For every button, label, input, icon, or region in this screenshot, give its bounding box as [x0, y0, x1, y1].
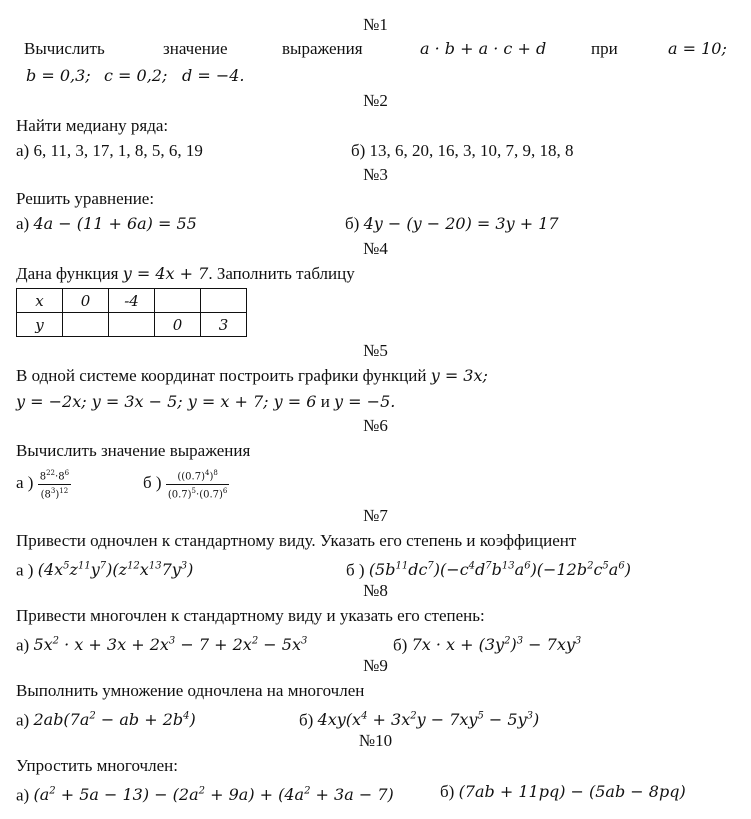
task9-b-label: б) — [299, 710, 314, 730]
table-cell — [109, 313, 155, 337]
task6-title: Вычислить значение выражения — [16, 441, 251, 460]
task1-b-value: b = 0,3; — [26, 66, 91, 85]
table-cell — [63, 313, 109, 337]
task7-b-expression: $(5b^{11}dc^7)(-c^4d^7b^{13}a^6)(-12b^2c^5a^6)$ — [368, 560, 631, 580]
task5-line-2 — [16, 391, 395, 413]
task1-word-4: при — [591, 39, 618, 58]
task5-last-function: y = −5. — [334, 392, 396, 411]
task3-part-b — [345, 213, 559, 235]
task2-part-a: а) 6, 11, 3, 17, 1, 8, 5, 6, 19 — [16, 141, 203, 160]
task4-function: y = 4x + 7 — [122, 264, 209, 283]
task8-a-label: а) — [16, 635, 30, 655]
task3-part-a — [16, 213, 197, 235]
task5-line-1 — [16, 365, 488, 387]
task8-title: Привести многочлен к стандартному виду и указать его степень: — [16, 606, 485, 625]
task6-b-label: б ) — [143, 473, 162, 492]
table-cell: 3 — [201, 313, 247, 337]
task8-b-expression: $7x \cdot x + (3y^2)^3 - 7xy^3$ — [411, 635, 582, 655]
task6-part-b — [143, 466, 229, 501]
task5-and: и — [320, 392, 330, 411]
task8-part-a — [16, 631, 307, 656]
table-cell: x — [17, 289, 63, 313]
task3-a-equation: 4a − (11 + 6a) = 55 — [33, 214, 197, 233]
task5-functions: y = −2x; y = 3x − 5; y = x + 7; y = 6 — [16, 392, 317, 411]
task7-number: №7 — [363, 506, 388, 525]
task6-a-fraction: $\frac{8^{22}\cdot 8^6}{(8^3)^{12}}$ — [39, 469, 70, 500]
table-cell — [155, 289, 201, 313]
task9-a-label: а) — [16, 710, 30, 730]
task10-a-label: а) — [16, 785, 30, 805]
task1-word-3: выражения — [282, 39, 363, 58]
task5-line1-text: В одной системе координат построить графики функций — [16, 366, 427, 385]
task4-title-prefix: Дана функция — [16, 264, 119, 283]
task5-line1-function: y = 3x; — [430, 366, 488, 385]
table-cell: 0 — [63, 289, 109, 313]
table-cell — [201, 289, 247, 313]
task10-b-expression: (7ab + 11pq) − (5ab − 8pq) — [458, 782, 686, 801]
task10-title: Упростить многочлен: — [16, 756, 178, 775]
task6-a-label: а ) — [16, 473, 34, 492]
task1-expression: a · b + a · c + d — [420, 39, 547, 58]
table-cell: -4 — [109, 289, 155, 313]
task10-part-b — [440, 781, 686, 803]
task1-c-value: c = 0,2; — [104, 66, 168, 85]
task3-b-label: б) — [345, 214, 360, 233]
task4-title — [16, 263, 355, 285]
task2-title: Найти медиану ряда: — [16, 116, 169, 135]
task10-number: №10 — [358, 731, 393, 750]
task8-number: №8 — [363, 581, 388, 600]
task4-row-x — [17, 289, 247, 313]
task10-b-label: б) — [440, 782, 455, 801]
task8-b-label: б) — [393, 635, 408, 655]
task7-b-label: б ) — [346, 560, 365, 580]
task7-part-a — [16, 556, 193, 581]
task4-title-suffix: . Заполнить таблицу — [208, 264, 355, 283]
task9-title: Выполнить умножение одночлена на многочлен — [16, 681, 365, 700]
table-cell: 0 — [155, 313, 201, 337]
task3-b-equation: 4y − (y − 20) = 3y + 17 — [363, 214, 559, 233]
task6-b-fraction: $\frac{((0.7)^4)^8}{(0.7)^5\cdot(0.7)^6}$ — [167, 469, 228, 500]
task9-part-b — [299, 706, 539, 731]
task6-part-a — [16, 466, 71, 501]
task4-value-table — [16, 288, 247, 337]
task9-b-expression: $4xy(x^4 + 3x^2y - 7xy^5 - 5y^3)$ — [317, 710, 540, 730]
task9-number: №9 — [363, 656, 388, 675]
task5-number: №5 — [363, 341, 388, 360]
task1-a-value: a = 10; — [668, 39, 727, 58]
task8-part-b — [393, 631, 581, 656]
task9-part-a — [16, 706, 196, 731]
task1-word-1: Вычислить — [24, 39, 105, 58]
task9-a-expression: $2ab(7a^2$ − ab + $2b^4$) — [33, 710, 196, 730]
task6-number: №6 — [363, 416, 388, 435]
task4-row-y — [17, 313, 247, 337]
task3-title: Решить уравнение: — [16, 189, 155, 208]
table-cell: y — [17, 313, 63, 337]
task4-number: №4 — [363, 239, 388, 258]
task7-a-expression: $(4x^5z^{11}y^7)(z^{12}x^{13}7y^3)$ — [37, 560, 194, 580]
task1-word-2: значение — [163, 39, 228, 58]
task10-part-a — [16, 781, 394, 806]
task2-number: №2 — [363, 91, 388, 110]
task1-d-value: d = −4. — [182, 66, 245, 85]
task3-a-label: а) — [16, 214, 30, 233]
task7-title: Привести одночлен к стандартному виду. Указать его степень и коэффициент — [16, 531, 577, 550]
task1-number: №1 — [363, 15, 388, 34]
task8-a-expression: $5x^2 \cdot x + 3x + 2x^3 - 7 + 2x^2 - 5x^3$ — [33, 635, 308, 655]
task10-a-expression: $(a^2 + 5a - 13) - (2a^2 + 9a) + (4a^2 + 3a - 7)$ — [33, 785, 394, 805]
task2-part-b: б) 13, 6, 20, 16, 3, 10, 7, 9, 18, 8 — [351, 141, 574, 160]
task7-part-b — [346, 556, 631, 581]
task7-a-label: а ) — [16, 560, 34, 580]
task3-number: №3 — [363, 165, 388, 184]
